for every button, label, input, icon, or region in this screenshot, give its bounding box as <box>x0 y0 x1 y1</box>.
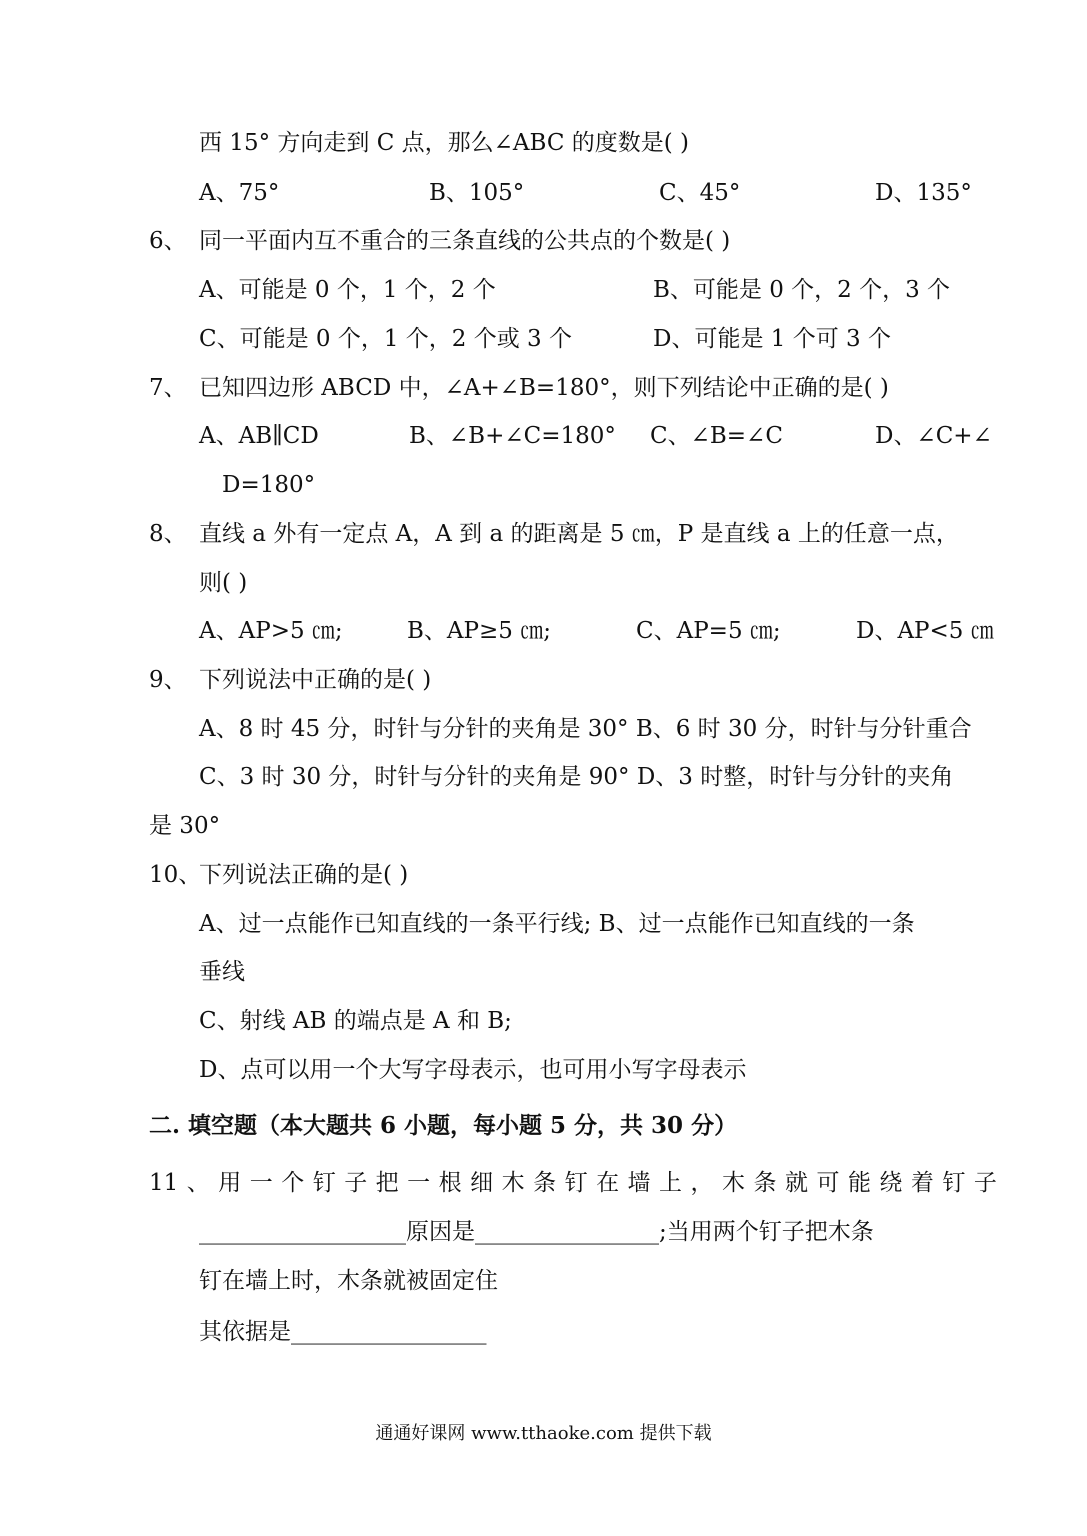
q6-option-a: A、可能是 0 个，1 个，2 个 <box>199 277 496 303</box>
q7-option-b: B、∠B+∠C=180° <box>409 423 616 449</box>
q11-char: 就 <box>784 1170 808 1196</box>
q8-number: 8、 <box>149 521 187 547</box>
section-heading-fill-blank: 二. 填空题（本大题共 6 小题，每小题 5 分，共 30 分） <box>149 1112 738 1139</box>
q11-char: 根 <box>438 1170 462 1196</box>
q11-char: 条 <box>533 1170 557 1196</box>
q8-option-d: D、AP<5 ㎝ <box>856 618 994 644</box>
q5-option-d: D、135° <box>875 180 972 206</box>
q11-char: 用 <box>218 1170 242 1196</box>
q8-option-b: B、AP≥5 ㎝; <box>407 618 551 644</box>
q11-char: 可 <box>816 1170 840 1196</box>
q11-char: 一 <box>407 1170 431 1196</box>
q11-char: 把 <box>375 1170 399 1196</box>
q11-char: 钉 <box>312 1170 336 1196</box>
q11-char: 着 <box>910 1170 934 1196</box>
q5-option-c: C、45° <box>659 180 741 206</box>
q9-number: 9、 <box>149 667 187 693</box>
q11-text-line4: 其依据是_________________ <box>199 1319 487 1345</box>
q11-text-line2: __________________原因是________________;当用两个钉子把木条 <box>199 1219 874 1245</box>
q11-char: 子 <box>973 1170 997 1196</box>
q11-char: 上 <box>659 1170 683 1196</box>
q6-option-d: D、可能是 1 个可 3 个 <box>653 326 891 352</box>
q11-char: 墙 <box>627 1170 651 1196</box>
q11-char: 在 <box>596 1170 620 1196</box>
q9-options-line3: 是 30° <box>149 813 221 839</box>
q8-text: 直线 a 外有一定点 A，A 到 a 的距离是 5 ㎝，P 是直线 a 上的任意一点， <box>199 521 959 547</box>
q8-option-a: A、AP>5 ㎝; <box>199 618 343 644</box>
q7-options <box>199 421 999 451</box>
q8-options <box>199 616 999 646</box>
q5-option-b: B、105° <box>429 180 525 206</box>
q10-number: 10、 <box>149 862 202 888</box>
q9-text: 下列说法中正确的是( ) <box>199 667 432 693</box>
q11-char: 11 <box>149 1170 179 1196</box>
q10-text: 下列说法正确的是( ) <box>199 862 409 888</box>
q6-option-b: B、可能是 0 个，2 个，3 个 <box>653 277 951 303</box>
q11-char: 木 <box>722 1170 745 1196</box>
q11-text-line3: 钉在墙上时，木条就被固定住 <box>199 1268 498 1294</box>
q7-text: 已知四边形 ABCD 中，∠A+∠B=180°，则下列结论中正确的是( ) <box>199 375 889 401</box>
q6-options-row1 <box>199 275 999 305</box>
q11-char: 一 <box>249 1170 273 1196</box>
q11-char: 木 <box>501 1170 525 1196</box>
q11-char: 子 <box>344 1170 368 1196</box>
q5-text-continued: 西 15° 方向走到 C 点，那么∠ABC 的度数是( ) <box>199 130 689 156</box>
q11-char: 钉 <box>564 1170 588 1196</box>
q5-option-a: A、75° <box>199 180 280 206</box>
q11-char: 绕 <box>879 1170 903 1196</box>
q11-char: 个 <box>281 1170 305 1196</box>
q9-options-line1: A、8 时 45 分，时针与分针的夹角是 30° B、6 时 30 分，时针与分针重合 <box>199 716 972 742</box>
q9-options-line2: C、3 时 30 分，时针与分针的夹角是 90° D、3 时整，时针与分针的夹角 <box>199 764 954 790</box>
q10-option-d: D、点可以用一个大写字母表示，也可用小写字母表示 <box>199 1057 747 1083</box>
q6-option-c: C、可能是 0 个，1 个，2 个或 3 个 <box>199 326 572 352</box>
q5-options <box>199 178 999 208</box>
q11-char: 条 <box>753 1170 777 1196</box>
q11-char: ， <box>690 1170 714 1196</box>
q6-text: 同一平面内互不重合的三条直线的公共点的个数是( ) <box>199 228 731 254</box>
q10-option-ab: A、过一点能作已知直线的一条平行线; B、过一点能作已知直线的一条 <box>199 911 915 937</box>
page-footer: 通通好课网 www.tthaoke.com 提供下载 <box>375 1423 712 1444</box>
q10-option-c: C、射线 AB 的端点是 A 和 B; <box>199 1008 512 1034</box>
q11-char: 细 <box>470 1170 494 1196</box>
q6-options-row2 <box>199 324 999 354</box>
q11-text-line1 <box>149 1168 997 1198</box>
q11-char: 能 <box>847 1170 871 1196</box>
q7-option-d: D、∠C+∠ <box>875 423 992 449</box>
q11-char: 、 <box>186 1170 210 1196</box>
q8-option-c: C、AP=5 ㎝; <box>636 618 781 644</box>
q8-text-continued: 则( ) <box>199 570 248 596</box>
q7-option-a: A、AB∥CD <box>199 423 319 449</box>
q7-number: 7、 <box>149 375 187 401</box>
q6-number: 6、 <box>149 228 187 254</box>
q7-option-c: C、∠B=∠C <box>650 423 783 449</box>
q11-char: 钉 <box>942 1170 966 1196</box>
q7-option-d-wrap: D=180° <box>222 472 316 498</box>
q10-option-b-wrap: 垂线 <box>199 959 245 985</box>
